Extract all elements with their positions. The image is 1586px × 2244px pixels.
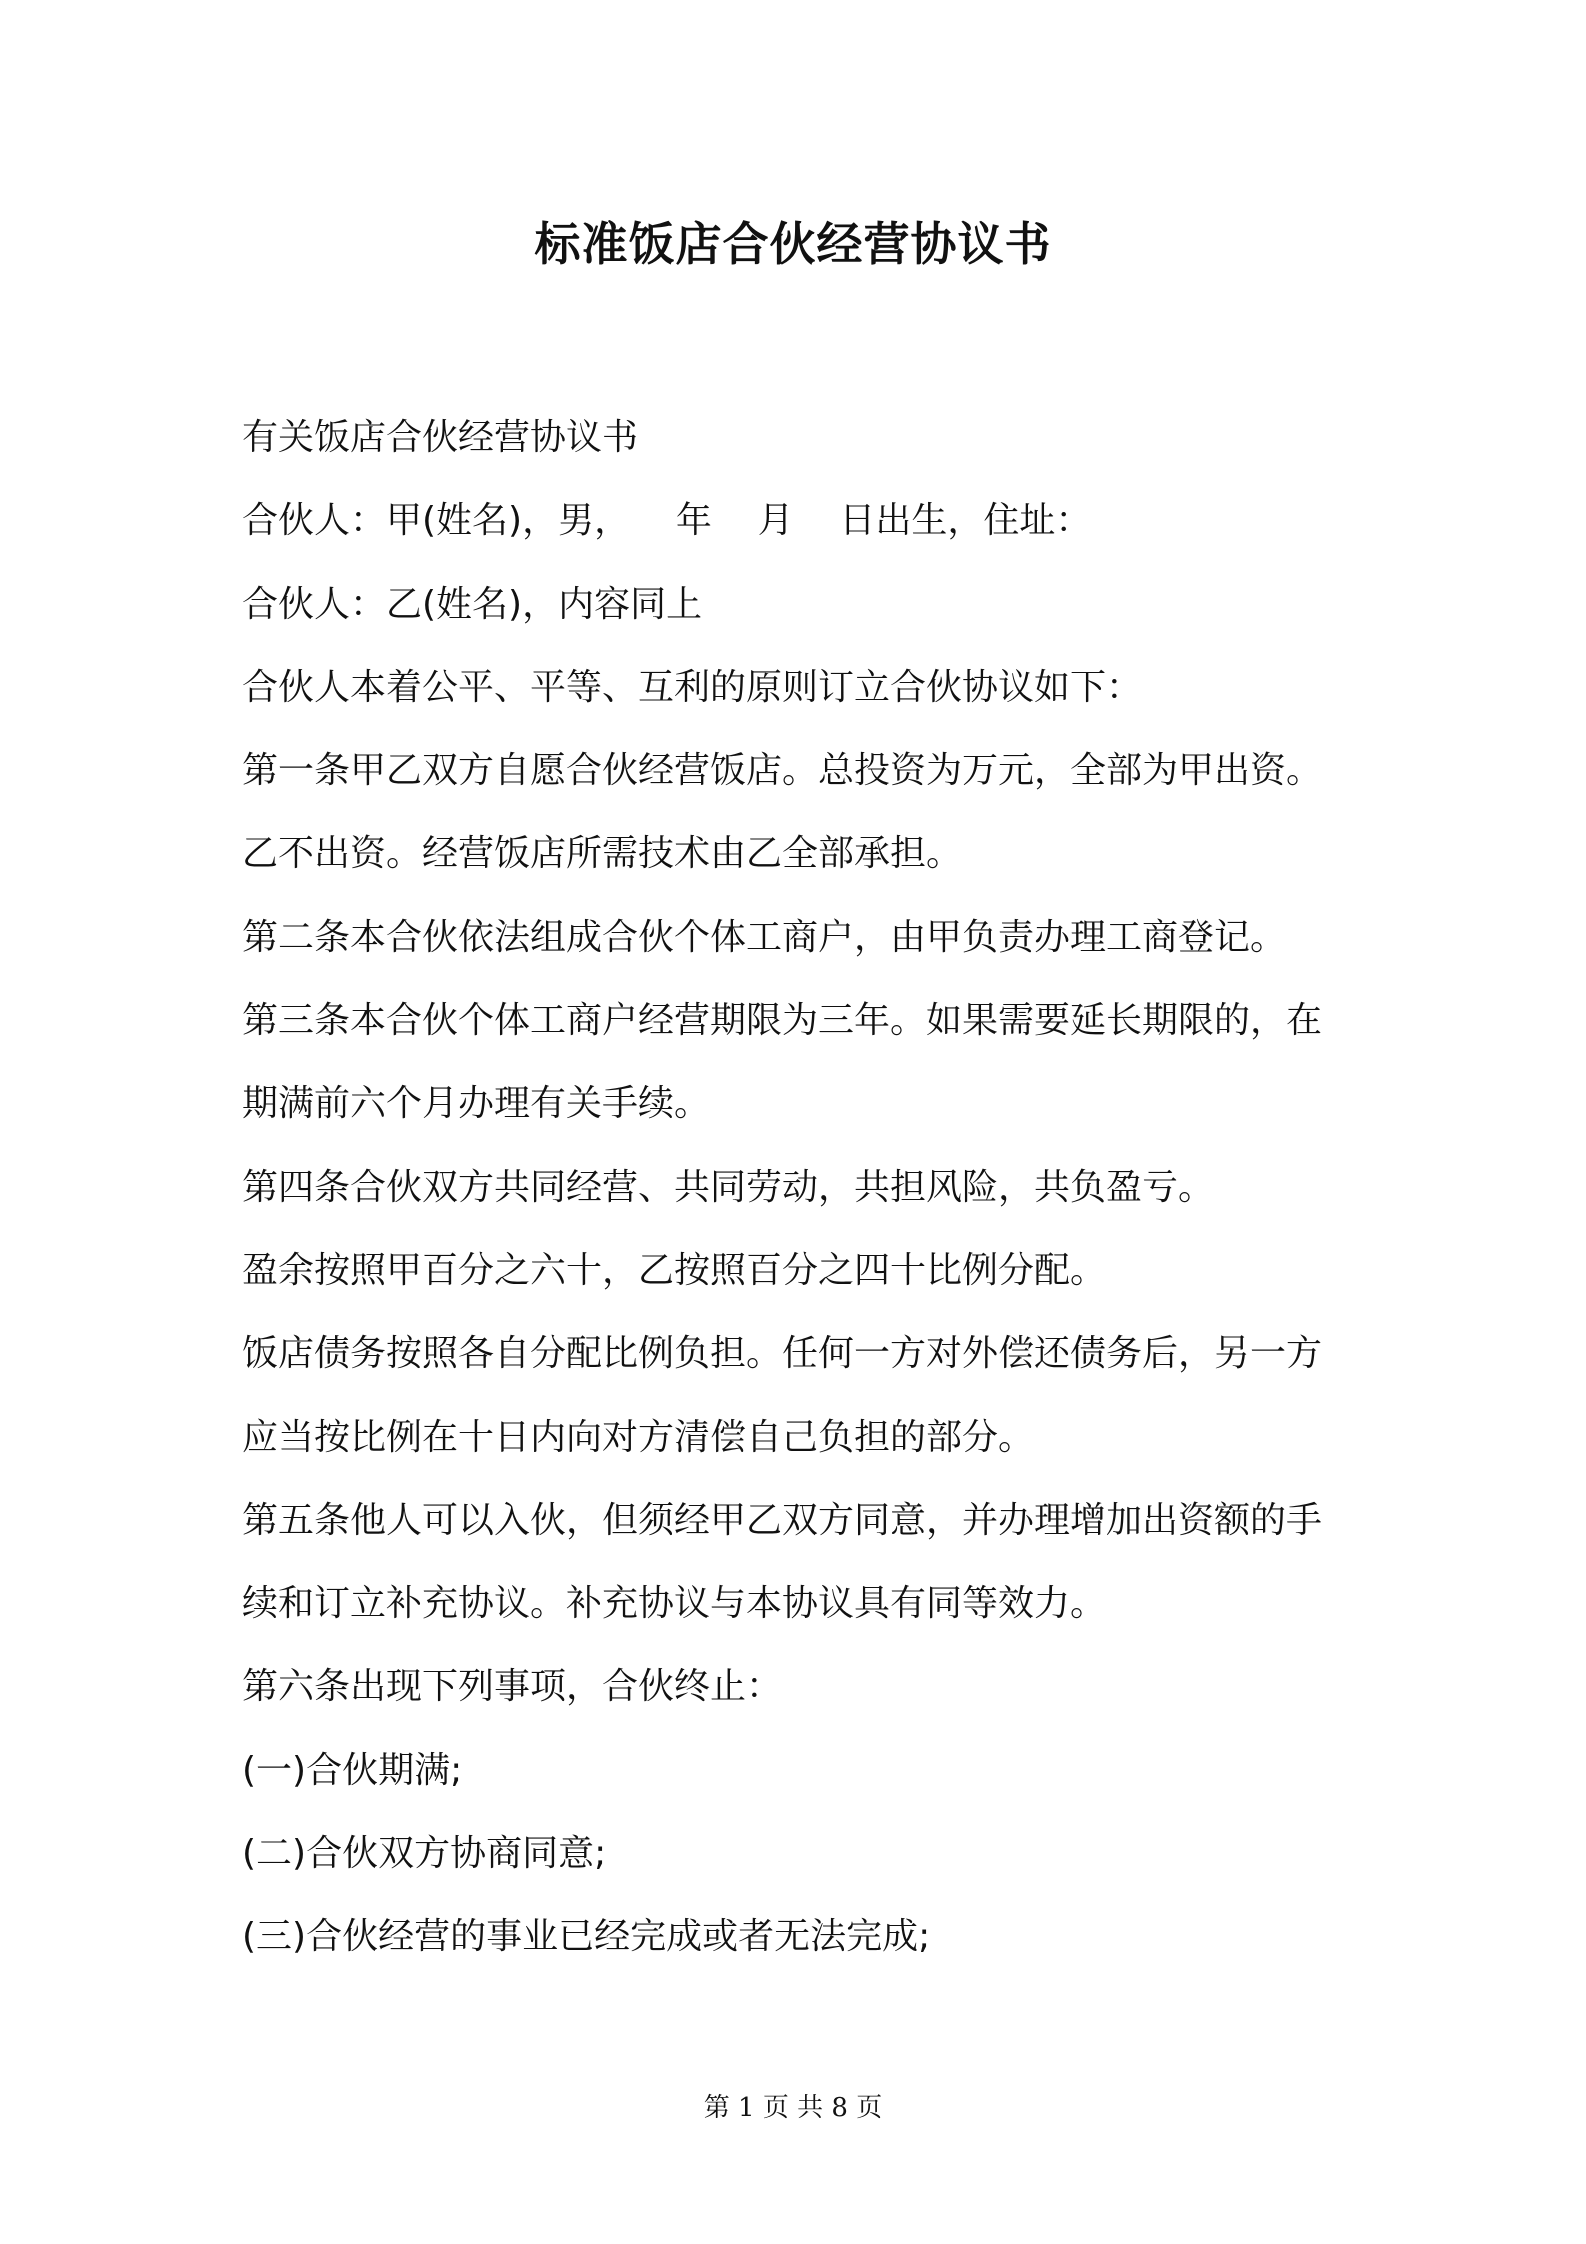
page-number: 第 1 页 共 8 页 — [703, 2093, 883, 2123]
body-line: 合伙人：甲(姓名)，男， 年 月 日出生，住址： — [242, 500, 1092, 542]
body-line: 乙不出资。经营饭店所需技术由乙全部承担。 — [242, 833, 963, 875]
body-line: 期满前六个月办理有关手续。 — [242, 1083, 711, 1125]
document-body — [242, 408, 1372, 1991]
body-line: 应当按比例在十日内向对方清偿自己负担的部分。 — [242, 1416, 1035, 1458]
body-line: 合伙人：乙(姓名)，内容同上 — [242, 583, 703, 625]
body-line: (三)合伙经营的事业已经完成或者无法完成; — [242, 1916, 931, 1958]
body-line: (二)合伙双方协商同意; — [242, 1833, 607, 1875]
body-line: 盈余按照甲百分之六十，乙按照百分之四十比例分配。 — [242, 1249, 1107, 1291]
body-line: 有关饭店合伙经营协议书 — [242, 417, 639, 458]
body-line: 续和订立补充协议。补充协议与本协议具有同等效力。 — [242, 1583, 1107, 1625]
body-line: 第四条合伙双方共同经营、共同劳动，共担风险，共负盈亏。 — [242, 1166, 1215, 1208]
body-line: 第五条他人可以入伙，但须经甲乙双方同意，并办理增加出资额的手 — [242, 1499, 1323, 1541]
body-line: 第二条本合伙依法组成合伙个体工商户，由甲负责办理工商登记。 — [242, 916, 1287, 958]
body-line: 第六条出现下列事项，合伙终止： — [242, 1666, 783, 1708]
document-title: 标准饭店合伙经营协议书 — [534, 217, 1052, 271]
body-line: 第一条甲乙双方自愿合伙经营饭店。总投资为万元，全部为甲出资。 — [242, 750, 1323, 792]
body-line: 饭店债务按照各自分配比例负担。任何一方对外偿还债务后，另一方 — [242, 1333, 1323, 1375]
body-line: (一)合伙期满; — [242, 1749, 463, 1791]
body-line: 合伙人本着公平、平等、互利的原则订立合伙协议如下： — [242, 666, 1143, 708]
body-line: 第三条本合伙个体工商户经营期限为三年。如果需要延长期限的，在 — [242, 1000, 1323, 1042]
